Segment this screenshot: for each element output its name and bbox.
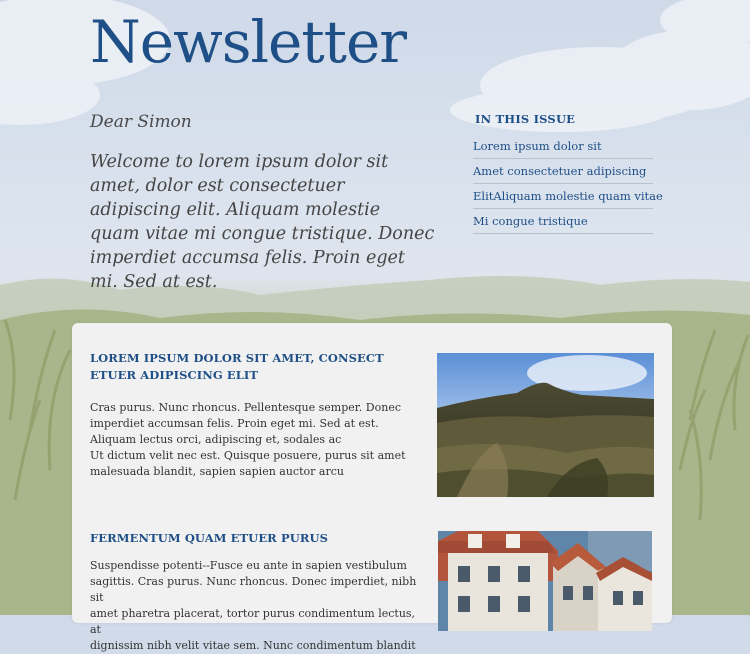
article-2-body: [90, 558, 420, 654]
article-body-line: malesuada blandit, sapien sapien auctor arcu: [90, 465, 344, 478]
issue-list-item: [473, 209, 653, 234]
article-2-photo: [438, 531, 652, 631]
issue-list-item: [473, 184, 663, 209]
article-body-line: amet pharetra placerat, tortor purus condimentum lectus, at: [90, 607, 416, 636]
article-1-title: LOREM IPSUM DOLOR SIT AMET, CONSECT ETUER ADIPISCING ELIT: [90, 351, 384, 382]
article-1: [90, 350, 420, 480]
page-title: Newsletter: [90, 8, 407, 76]
article-body-line: sagittis. Cras purus. Nunc rhoncus. Donec imperdiet, nibh sit: [90, 575, 417, 604]
issue-list-item: [473, 134, 653, 159]
issue-link-2[interactable]: Amet consectetuer adipiscing: [473, 164, 647, 178]
article-2-title: FERMENTUM QUAM ETUER PURUS: [90, 531, 329, 545]
article-body-line: dignissim nibh velit vitae sem. Nunc condimentum blandit: [90, 639, 416, 652]
article-1-photo: [437, 353, 654, 497]
issue-list-item: [473, 159, 653, 184]
intro-text: Welcome to lorem ipsum dolor sit amet, dolor est consectetuer adipiscing elit. Aliquam molestie quam vitae mi congue tristique. Donec imperdiet accumsa felis. Proin eget mi. Sed at est.: [90, 152, 435, 292]
greeting: Dear Simon: [90, 112, 192, 132]
article-body-line: Suspendisse potenti--Fusce eu ante in sapien vestibulum: [90, 559, 407, 572]
issue-link-4[interactable]: Mi congue tristique: [473, 214, 588, 228]
in-this-issue-heading: IN THIS ISSUE: [475, 112, 576, 126]
in-this-issue: [473, 112, 663, 234]
article-body-line: Cras purus. Nunc rhoncus. Pellentesque semper. Donec: [90, 401, 401, 414]
articles-panel: [72, 323, 672, 652]
article-2: [90, 530, 420, 654]
article-body-line: imperdiet accumsan felis. Proin eget mi. Sed at est.: [90, 417, 379, 430]
issue-link-1[interactable]: Lorem ipsum dolor sit: [473, 139, 602, 153]
issue-link-list: [473, 134, 663, 234]
article-1-body: [90, 400, 420, 480]
issue-link-3[interactable]: ElitAliquam molestie quam vitae: [473, 189, 663, 203]
article-body-line: Ut dictum velit nec est. Quisque posuere, purus sit amet: [90, 449, 406, 462]
article-body-line: Aliquam lectus orci, adipiscing et, sodales ac: [90, 433, 342, 446]
